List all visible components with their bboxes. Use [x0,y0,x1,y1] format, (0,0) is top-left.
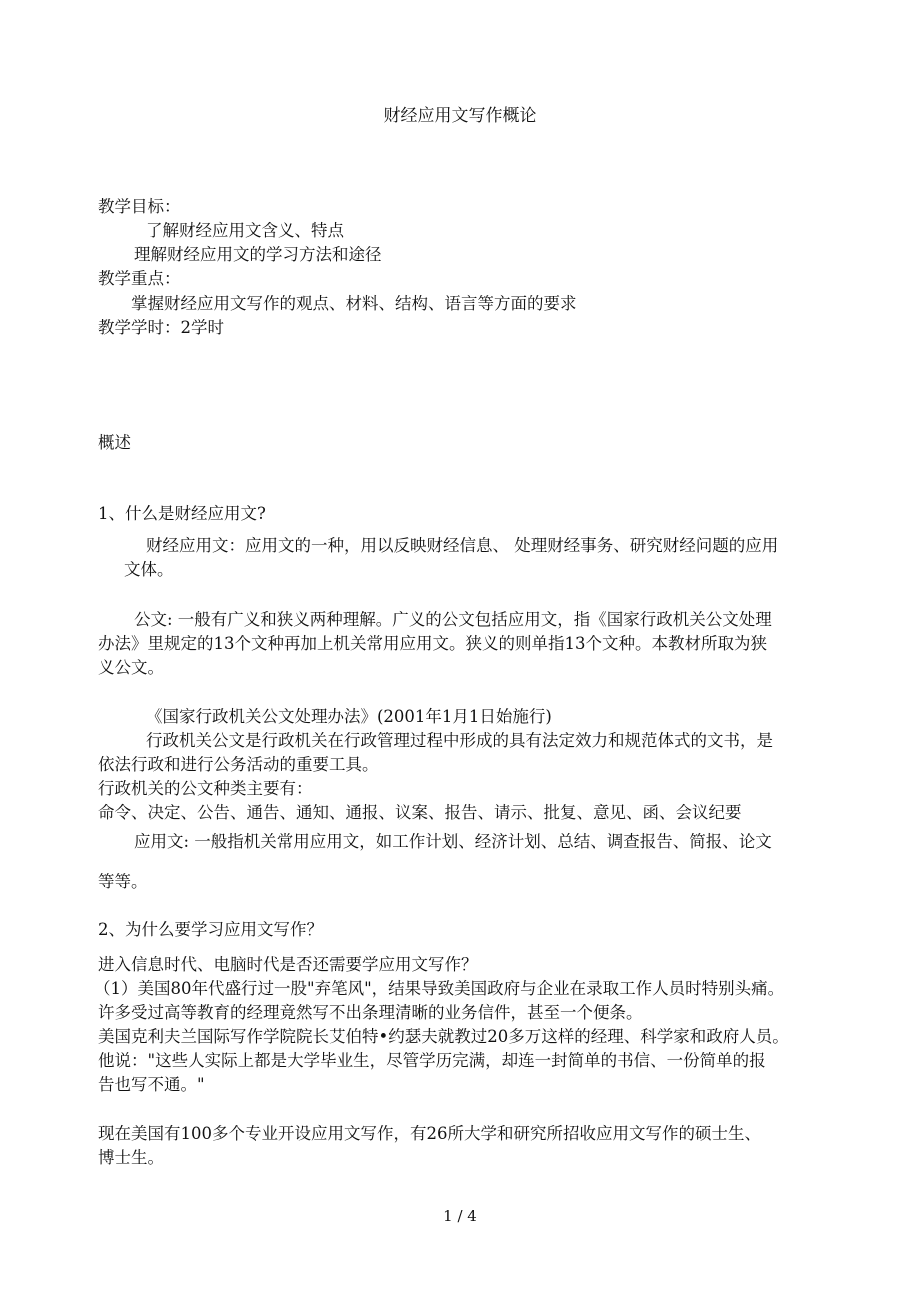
overview-heading: 概述 [98,433,131,452]
now-line: 博士生。 [98,1148,164,1167]
quote-line: 告也写不通。" [98,1075,205,1094]
document-title: 财经应用文写作概论 [383,106,537,126]
gongwen-line: 办法》里规定的13个文种再加上机关常用应用文。狭义的则单指13个文种。本教材所取为狭 [98,634,767,653]
law-title: 《国家行政机关公文处理办法》(2001年1月1日始施行) [146,707,552,726]
section2-heading: 2、为什么要学习应用文写作？ [98,920,323,939]
point1-line: （1）美国80年代盛行过一股"弃笔风"，结果导致美国政府与企业在录取工作人员时特别头痛。 [94,979,785,998]
section2-question: 进入信息时代、电脑时代是否还需要学应用文写作？ [98,955,478,974]
definition-line: 财经应用文：应用文的一种，用以反映财经信息、 处理财经事务、研究财经问题的应用 [146,536,779,555]
law-definition-line: 依法行政和进行公务活动的重要工具。 [98,755,379,774]
point1-line: 许多受过高等教育的经理竟然写不出条理清晰的业务信件，甚至一个便条。 [98,1003,643,1022]
objectives-label: 教学目标： [98,197,181,216]
teaching-hours: 教学学时：2学时 [98,318,224,337]
section1-heading: 1、什么是财经应用文? [98,504,266,523]
yingyong-line: 应用文: 一般指机关常用应用文，如工作计划、经济计划、总结、调查报告、简报、论文 [134,832,772,851]
quote-line: 他说："这些人实际上都是大学毕业生，尽管学历完满，却连一封简单的书信、一份简单的报 [98,1051,766,1070]
gongwen-line: 义公文。 [98,658,164,677]
definition-line: 文体。 [124,560,174,579]
focus-item: 掌握财经应用文写作的观点、材料、结构、语言等方面的要求 [131,294,577,313]
gongwen-line: 公文: 一般有广义和狭义两种理解。广义的公文包括应用文，指《国家行政机关公文处理 [134,610,772,629]
objective-item: 理解财经应用文的学习方法和途径 [134,245,382,264]
types-list: 命令、决定、公告、通告、通知、通报、议案、报告、请示、批复、意见、函、会议纪要 [98,803,742,822]
page-number: 1 / 4 [443,1207,477,1225]
objective-item: 了解财经应用文含义、特点 [146,221,344,240]
types-label: 行政机关的公文种类主要有： [98,779,313,798]
yingyong-line: 等等。 [98,872,148,891]
now-line: 现在美国有100多个专业开设应用文写作，有26所大学和研究所招收应用文写作的硕士生、 [98,1124,761,1143]
focus-label: 教学重点： [98,269,181,288]
cleveland-line: 美国克利夫兰国际写作学院院长艾伯特•约瑟夫就教过20多万这样的经理、科学家和政府人员。 [98,1027,789,1046]
law-definition-line: 行政机关公文是行政机关在行政管理过程中形成的具有法定效力和规范体式的文书，是 [146,731,773,750]
